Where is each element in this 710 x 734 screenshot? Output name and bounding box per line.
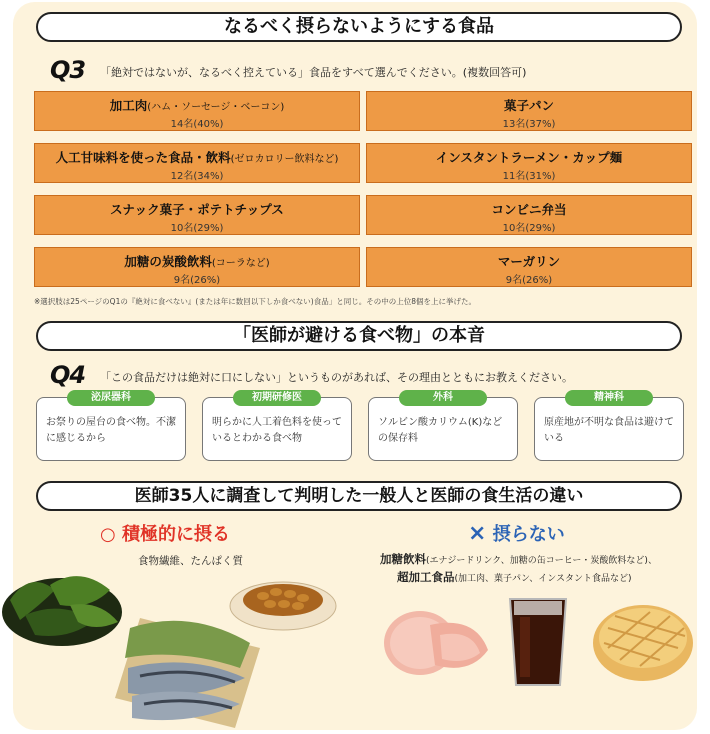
dept-tag: 精神科 — [565, 390, 653, 406]
seaweed-image — [0, 560, 126, 650]
good-desc: 食物繊維、たんぱく質 — [138, 555, 243, 567]
bad-desc-main: 超加工食品 — [397, 570, 455, 584]
bad-heading — [468, 520, 565, 546]
good-label: 積極的に摂る — [122, 524, 230, 545]
answer-box — [34, 195, 360, 235]
answer-count: 10名(29%) — [502, 223, 556, 234]
mackerel-image — [110, 608, 266, 730]
answer-name: マーガリン — [497, 254, 561, 269]
ham-image — [380, 595, 492, 681]
bad-desc-sub: (エナジードリンク、加糖の缶コーヒー・炭酸飲料など)、 — [426, 556, 657, 566]
q4-question: 「この食品だけは絶対に口にしない」というものがあれば、その理由とともにお教えください。 — [100, 371, 573, 384]
answer-name: コンビニ弁当 — [491, 202, 567, 217]
q4-label: Q4 — [50, 361, 86, 389]
answer-name: 人工甘味料を使った食品・飲料 — [55, 150, 231, 165]
answer-count: 9名(26%) — [173, 275, 221, 286]
answer-name: 加糖の炭酸飲料 — [124, 254, 212, 269]
dept-card — [202, 392, 352, 461]
bad-desc-sub: (加工肉、菓子パン、インスタント食品など) — [454, 574, 632, 584]
cross-icon: × — [468, 521, 487, 546]
dept-answer: ソルビン酸カリウム(K)などの保存料 — [378, 417, 503, 444]
answer-sub: (コーラなど) — [211, 258, 270, 269]
answer-sub: (ゼロカロリー飲料など) — [230, 154, 339, 165]
dept-tag: 初期研修医 — [233, 390, 321, 406]
dept-answer: 原産地が不明な食品は避けている — [544, 417, 674, 444]
bad-desc-line1 — [380, 551, 657, 567]
answer-count: 9名(26%) — [505, 275, 553, 286]
section3-title: 医師35人に調査して判明した一般人と医師の食生活の違い — [36, 481, 682, 511]
cola-image — [506, 595, 570, 689]
melon-bread-image — [590, 598, 696, 684]
section1-title: なるべく摂らないようにする食品 — [36, 12, 682, 42]
dept-answer: 明らかに人工着色料を使っているとわかる食べ物 — [212, 417, 342, 444]
dept-card — [368, 392, 518, 461]
circle-icon: ○ — [100, 524, 116, 545]
answer-name: 菓子パン — [503, 98, 554, 113]
answer-count: 10名(29%) — [170, 223, 224, 234]
dept-card — [534, 392, 684, 461]
dept-tag: 泌尿器科 — [67, 390, 155, 406]
answer-count: 12名(34%) — [170, 171, 224, 182]
dept-answer: お祭りの屋台の食べ物。不潔に感じるから — [46, 417, 176, 444]
footnote: ※選択肢は25ページのQ1の『絶対に食べない』(または年に数回以下しか食べない)食品」と同じ。その中の上位8個を上に挙げた。 — [34, 297, 476, 306]
answer-sub: (ハム・ソーセージ・ベーコン) — [147, 102, 285, 113]
answer-name: スナック菓子・ポテトチップス — [110, 202, 284, 217]
good-heading — [100, 520, 230, 546]
answer-name: インスタントラーメン・カップ麺 — [435, 150, 623, 165]
dept-tag: 外科 — [399, 390, 487, 406]
answer-box — [34, 91, 360, 131]
answer-count: 14名(40%) — [170, 119, 224, 130]
section2-title: 「医師が避ける食べ物」の本音 — [36, 321, 682, 351]
answer-count: 11名(31%) — [502, 171, 556, 182]
answer-box — [34, 143, 360, 183]
answer-box — [366, 143, 692, 183]
q3-label: Q3 — [50, 56, 86, 84]
answer-count: 13名(37%) — [502, 119, 556, 130]
bad-desc-main: 加糖飲料 — [380, 552, 426, 566]
answer-box — [366, 91, 692, 131]
answer-box — [366, 195, 692, 235]
dept-card — [36, 392, 186, 461]
bad-label: 摂らない — [492, 524, 565, 545]
answer-name: 加工肉 — [109, 98, 148, 113]
answer-box — [34, 247, 360, 287]
bad-desc-line2 — [397, 569, 632, 585]
answer-box — [366, 247, 692, 287]
q3-question: 「絶対ではないが、なるべく控えている」食品をすべて選んでください。(複数回答可) — [100, 66, 527, 79]
